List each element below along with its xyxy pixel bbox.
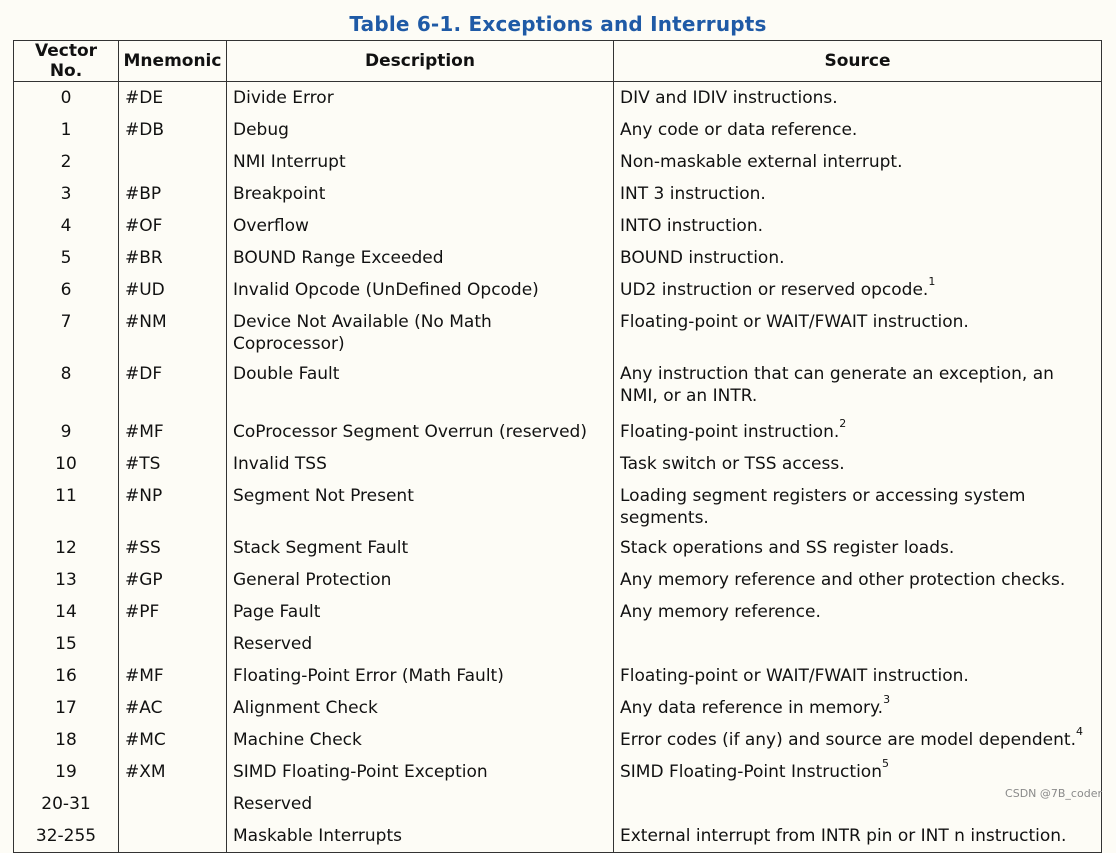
column-header-vector: Vector No. (14, 41, 119, 82)
source-cell (614, 724, 1102, 756)
exceptions-table (13, 40, 1102, 853)
table-row (14, 306, 1102, 358)
source-cell (614, 358, 1102, 416)
table-row (14, 358, 1102, 416)
vector-cell (14, 306, 119, 358)
source-cell-text: UD2 instruction or reserved opcode. (620, 280, 929, 300)
mnemonic-cell-text: #MC (125, 730, 166, 750)
vector-cell (14, 242, 119, 274)
vector-cell (14, 596, 119, 628)
table-header-row (14, 41, 1102, 82)
table-row (14, 480, 1102, 532)
source-cell (614, 692, 1102, 724)
description-cell-text: Invalid Opcode (UnDefined Opcode) (233, 280, 539, 300)
column-header-source: Source (614, 41, 1102, 82)
vector-cell (14, 788, 119, 820)
table-row (14, 82, 1102, 115)
source-cell-text: Error codes (if any) and source are model dependent. (620, 730, 1076, 750)
vector-cell (14, 82, 119, 115)
vector-cell (14, 146, 119, 178)
vector-cell-text: 6 (60, 280, 72, 300)
footnote-marker: 2 (839, 417, 847, 431)
description-cell-text: Maskable Interrupts (233, 826, 402, 846)
description-cell (227, 306, 614, 358)
table-row (14, 242, 1102, 274)
mnemonic-cell-text: #TS (125, 454, 161, 474)
mnemonic-cell (119, 210, 227, 242)
source-cell (614, 178, 1102, 210)
description-cell (227, 210, 614, 242)
source-cell-text: Floating-point instruction. (620, 422, 840, 442)
table-row (14, 788, 1102, 820)
description-cell (227, 532, 614, 564)
vector-cell (14, 628, 119, 660)
footnote-marker: 3 (883, 693, 891, 707)
description-cell-text: Overflow (233, 216, 309, 236)
table-row (14, 628, 1102, 660)
description-cell-text: Reserved (233, 794, 313, 814)
vector-cell-text: 15 (55, 634, 77, 654)
mnemonic-cell (119, 114, 227, 146)
description-cell (227, 448, 614, 480)
mnemonic-cell (119, 82, 227, 115)
source-cell-text: Floating-point or WAIT/FWAIT instruction. (620, 666, 969, 686)
table-row (14, 114, 1102, 146)
description-cell-text: Divide Error (233, 88, 334, 108)
vector-cell (14, 178, 119, 210)
source-cell (614, 82, 1102, 115)
mnemonic-cell-text: #BR (125, 248, 163, 268)
vector-cell (14, 448, 119, 480)
mnemonic-cell-text: #SS (125, 538, 161, 558)
source-cell-text: BOUND instruction. (620, 248, 785, 268)
description-cell (227, 82, 614, 115)
mnemonic-cell (119, 480, 227, 532)
description-cell-text: Segment Not Present (233, 486, 414, 506)
source-cell-text: Loading segment registers or accessing system segments. (620, 486, 1026, 528)
footnote-marker: 4 (1075, 725, 1083, 739)
source-cell-text: Stack operations and SS register loads. (620, 538, 955, 558)
source-cell-text: INT 3 instruction. (620, 184, 766, 204)
source-cell (614, 480, 1102, 532)
vector-cell (14, 820, 119, 853)
vector-cell (14, 210, 119, 242)
source-cell-text: External interrupt from INTR pin or INT n instruction. (620, 826, 1067, 846)
table-row (14, 448, 1102, 480)
source-cell (614, 820, 1102, 853)
mnemonic-cell (119, 788, 227, 820)
table-row (14, 756, 1102, 788)
column-header-mnemonic: Mnemonic (119, 41, 227, 82)
mnemonic-cell (119, 274, 227, 306)
watermark: CSDN @7B_coder (1005, 787, 1102, 800)
description-cell-text: Reserved (233, 634, 313, 654)
vector-cell (14, 274, 119, 306)
description-cell-text: Alignment Check (233, 698, 378, 718)
vector-cell-text: 19 (55, 762, 77, 782)
description-cell-text: Floating-Point Error (Math Fault) (233, 666, 504, 686)
description-cell-text: Breakpoint (233, 184, 326, 204)
vector-cell-text: 8 (60, 364, 72, 384)
vector-cell (14, 416, 119, 448)
mnemonic-cell (119, 416, 227, 448)
source-cell-text: DIV and IDIV instructions. (620, 88, 838, 108)
vector-cell (14, 756, 119, 788)
mnemonic-cell-text: #OF (125, 216, 163, 236)
vector-cell (14, 480, 119, 532)
mnemonic-cell (119, 178, 227, 210)
source-cell (614, 448, 1102, 480)
vector-cell-text: 2 (60, 152, 72, 172)
description-cell-text: NMI Interrupt (233, 152, 346, 172)
mnemonic-cell (119, 358, 227, 416)
vector-cell (14, 692, 119, 724)
mnemonic-cell (119, 820, 227, 853)
source-cell (614, 564, 1102, 596)
footnote-marker: 1 (928, 275, 936, 289)
vector-cell (14, 114, 119, 146)
description-cell-text: Page Fault (233, 602, 321, 622)
description-cell (227, 416, 614, 448)
description-cell (227, 660, 614, 692)
mnemonic-cell-text: #MF (125, 422, 164, 442)
vector-cell-text: 32-255 (35, 826, 97, 846)
vector-cell-text: 4 (60, 216, 72, 236)
source-cell (614, 628, 1102, 660)
description-cell (227, 146, 614, 178)
mnemonic-cell (119, 756, 227, 788)
mnemonic-cell-text: #NM (125, 312, 167, 332)
source-cell-text: Non-maskable external interrupt. (620, 152, 903, 172)
description-cell (227, 724, 614, 756)
description-cell (227, 788, 614, 820)
vector-cell-text: 16 (55, 666, 77, 686)
table-row (14, 146, 1102, 178)
source-cell (614, 306, 1102, 358)
mnemonic-cell-text: #MF (125, 666, 164, 686)
column-header-description: Description (227, 41, 614, 82)
source-cell (614, 532, 1102, 564)
table-row (14, 532, 1102, 564)
source-cell-text: Any data reference in memory. (620, 698, 884, 718)
vector-cell-text: 18 (55, 730, 77, 750)
vector-cell (14, 660, 119, 692)
vector-cell-text: 12 (55, 538, 77, 558)
description-cell (227, 820, 614, 853)
mnemonic-cell (119, 628, 227, 660)
vector-cell (14, 358, 119, 416)
table-row (14, 692, 1102, 724)
description-cell (227, 178, 614, 210)
description-cell (227, 756, 614, 788)
vector-cell-text: 1 (60, 120, 72, 140)
table-row (14, 416, 1102, 448)
vector-cell-text: 11 (55, 486, 77, 506)
source-cell-text: SIMD Floating-Point Instruction (620, 762, 882, 782)
mnemonic-cell (119, 146, 227, 178)
mnemonic-cell-text: #DE (125, 88, 164, 108)
source-cell-text: Floating-point or WAIT/FWAIT instruction. (620, 312, 969, 332)
description-cell (227, 480, 614, 532)
table-row (14, 820, 1102, 853)
description-cell-text: Device Not Available (No Math Coprocessor) (233, 312, 492, 354)
description-cell (227, 596, 614, 628)
vector-cell-text: 9 (60, 422, 72, 442)
footnote-marker: 5 (881, 757, 889, 771)
vector-cell (14, 564, 119, 596)
source-cell-text: Task switch or TSS access. (620, 454, 845, 474)
source-cell-text: INTO instruction. (620, 216, 763, 236)
source-cell (614, 146, 1102, 178)
source-cell (614, 210, 1102, 242)
description-cell-text: Debug (233, 120, 289, 140)
table-row (14, 274, 1102, 306)
mnemonic-cell (119, 564, 227, 596)
mnemonic-cell-text: #NP (125, 486, 163, 506)
mnemonic-cell-text: #XM (125, 762, 166, 782)
vector-cell-text: 14 (55, 602, 77, 622)
description-cell (227, 628, 614, 660)
mnemonic-cell (119, 724, 227, 756)
description-cell-text: Double Fault (233, 364, 340, 384)
source-cell (614, 416, 1102, 448)
source-cell (614, 596, 1102, 628)
table-body (14, 82, 1102, 853)
mnemonic-cell (119, 596, 227, 628)
mnemonic-cell-text: #AC (125, 698, 163, 718)
description-cell (227, 358, 614, 416)
mnemonic-cell-text: #DF (125, 364, 163, 384)
vector-cell-text: 0 (60, 88, 72, 108)
description-cell-text: Stack Segment Fault (233, 538, 409, 558)
vector-cell-text: 20-31 (41, 794, 91, 814)
vector-cell-text: 13 (55, 570, 77, 590)
mnemonic-cell-text: #BP (125, 184, 162, 204)
mnemonic-cell (119, 692, 227, 724)
description-cell (227, 114, 614, 146)
description-cell-text: General Protection (233, 570, 392, 590)
description-cell (227, 564, 614, 596)
mnemonic-cell-text: #PF (125, 602, 160, 622)
mnemonic-cell (119, 242, 227, 274)
table-row (14, 564, 1102, 596)
table-row (14, 724, 1102, 756)
description-cell-text: BOUND Range Exceeded (233, 248, 444, 268)
vector-cell-text: 7 (60, 312, 72, 332)
description-cell (227, 242, 614, 274)
description-cell (227, 692, 614, 724)
table-row (14, 660, 1102, 692)
vector-cell-text: 17 (55, 698, 77, 718)
source-cell-text: Any memory reference. (620, 602, 821, 622)
source-cell-text: Any code or data reference. (620, 120, 858, 140)
source-cell-text: Any memory reference and other protection checks. (620, 570, 1066, 590)
source-cell (614, 274, 1102, 306)
mnemonic-cell-text: #GP (125, 570, 163, 590)
table-caption: Table 6-1. Exceptions and Interrupts (349, 12, 767, 36)
mnemonic-cell (119, 306, 227, 358)
source-cell (614, 242, 1102, 274)
description-cell-text: CoProcessor Segment Overrun (reserved) (233, 422, 587, 442)
source-cell (614, 114, 1102, 146)
mnemonic-cell (119, 532, 227, 564)
mnemonic-cell-text: #UD (125, 280, 165, 300)
table-row (14, 178, 1102, 210)
vector-cell-text: 10 (55, 454, 77, 474)
vector-cell (14, 724, 119, 756)
mnemonic-cell-text: #DB (125, 120, 164, 140)
source-cell (614, 660, 1102, 692)
vector-cell-text: 5 (60, 248, 72, 268)
vector-cell (14, 532, 119, 564)
mnemonic-cell (119, 448, 227, 480)
source-cell (614, 756, 1102, 788)
table-row (14, 596, 1102, 628)
source-cell-text: Any instruction that can generate an exception, an NMI, or an INTR. (620, 364, 1054, 406)
description-cell (227, 274, 614, 306)
mnemonic-cell (119, 660, 227, 692)
vector-cell-text: 3 (60, 184, 72, 204)
description-cell-text: SIMD Floating-Point Exception (233, 762, 488, 782)
table-row (14, 210, 1102, 242)
description-cell-text: Machine Check (233, 730, 362, 750)
description-cell-text: Invalid TSS (233, 454, 327, 474)
